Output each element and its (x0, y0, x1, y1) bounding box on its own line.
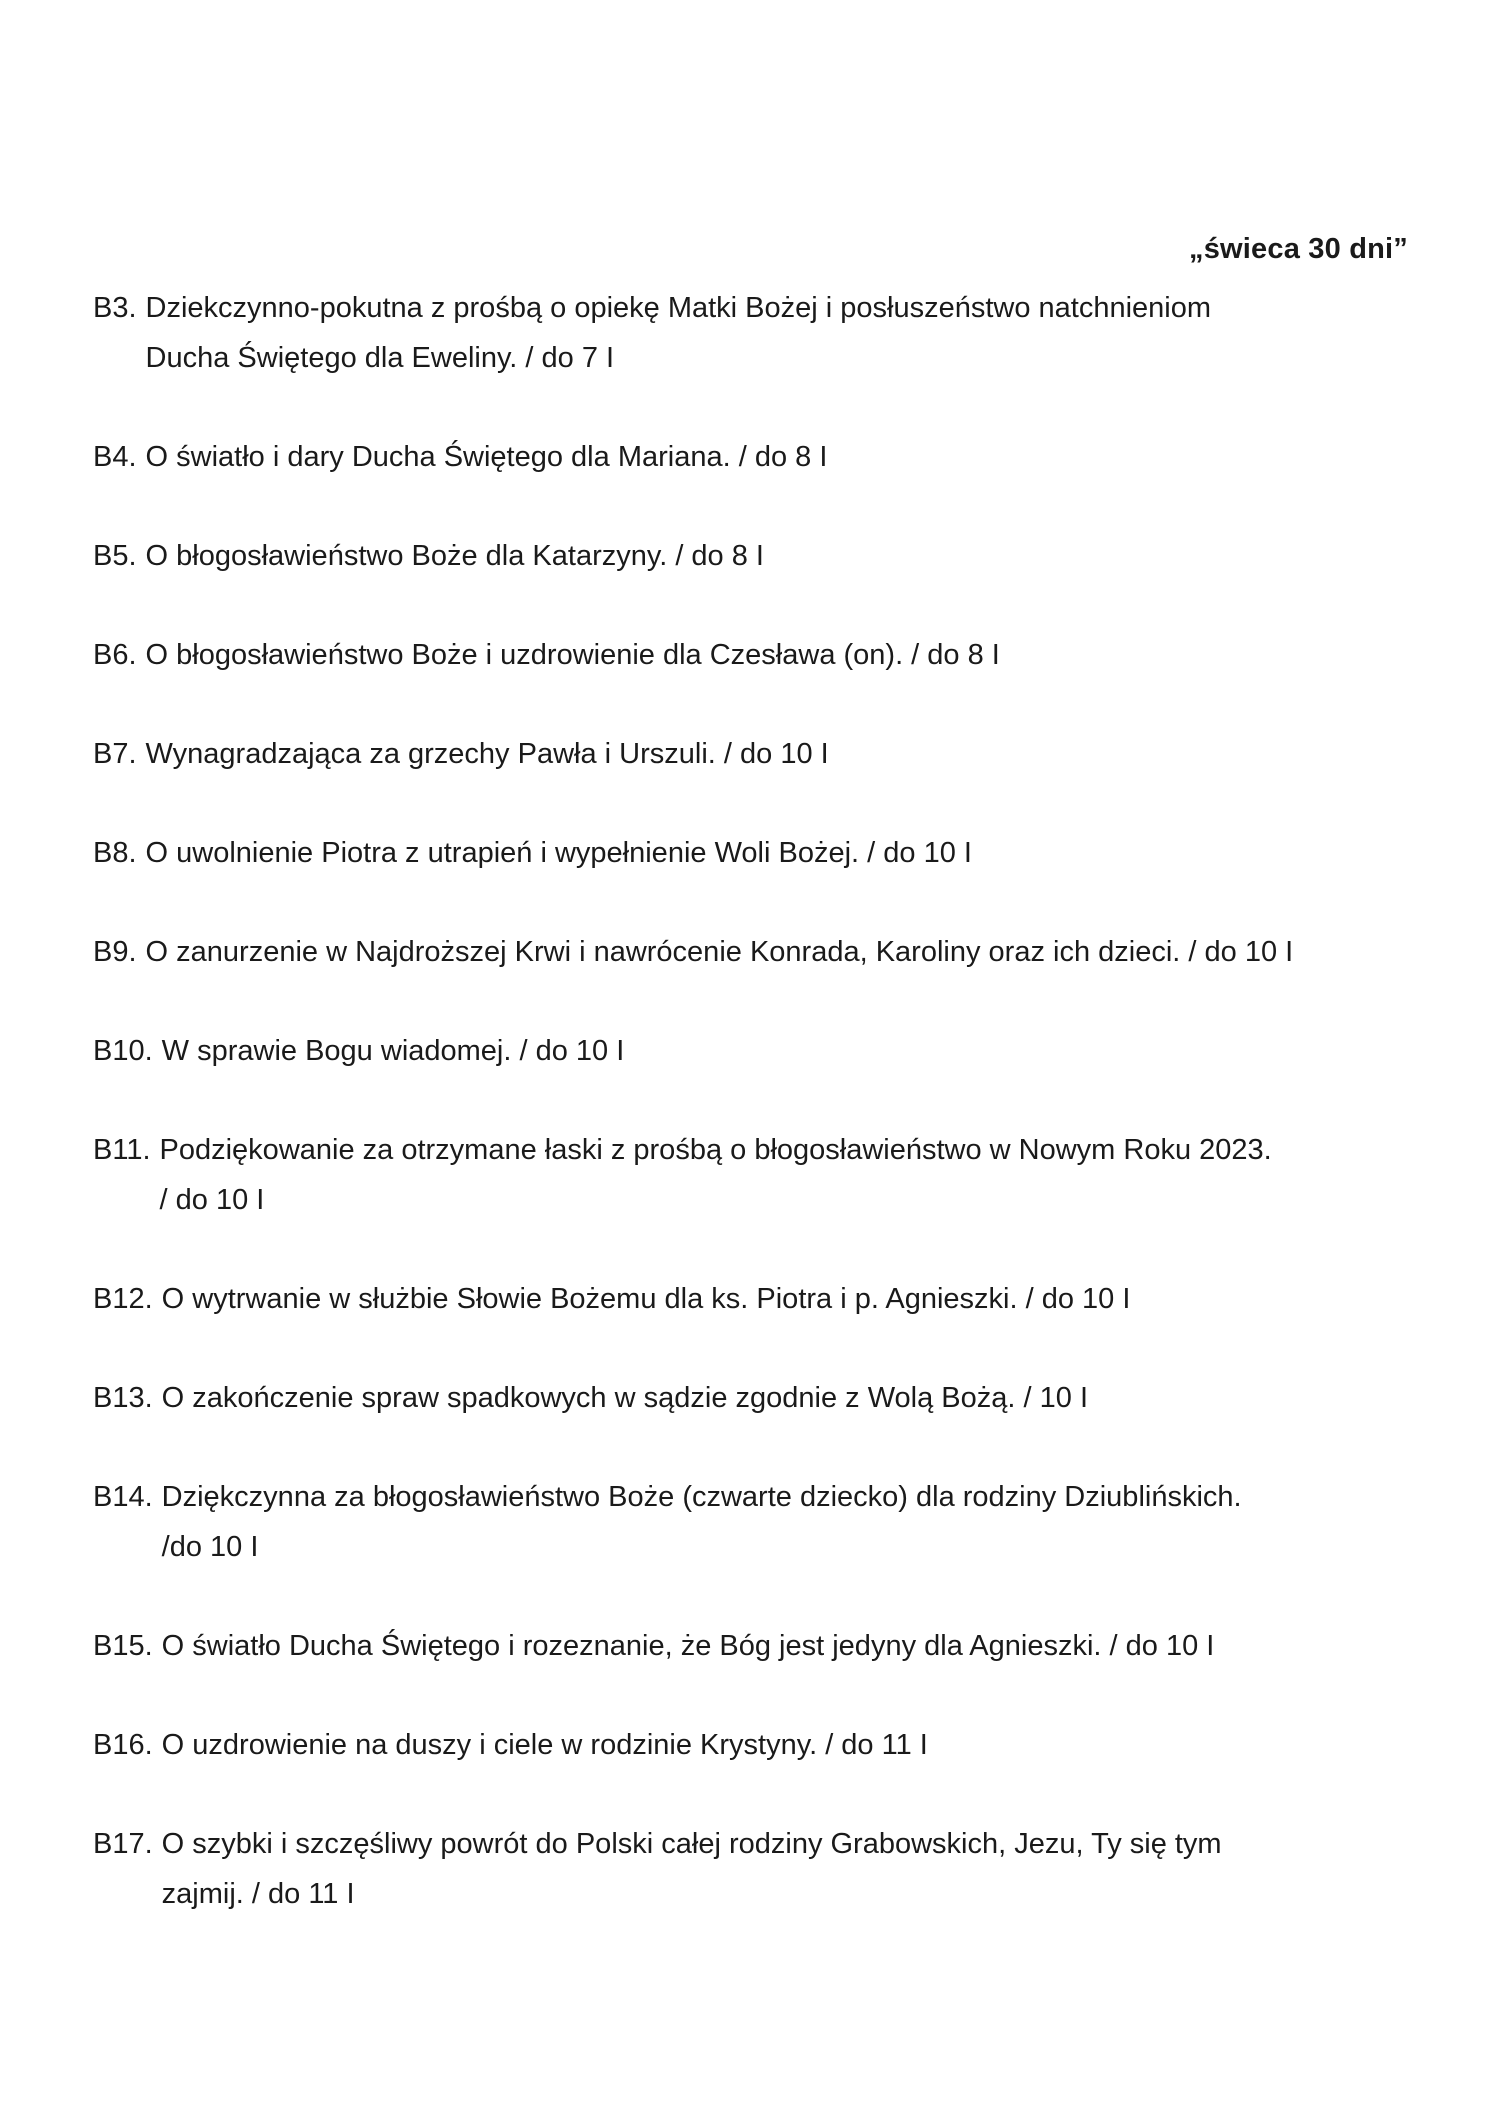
item-text: O błogosławieństwo Boże i uzdrowienie dla Czesława (on). / do 8 I (145, 639, 1000, 671)
list-item (93, 1125, 1433, 1225)
item-text-line: / do 10 I (159, 1184, 265, 1216)
list-item (93, 1274, 1433, 1324)
list-item (93, 1819, 1433, 1919)
list-item (93, 1720, 1433, 1770)
item-text (160, 1125, 1433, 1225)
item-text: O światło i dary Ducha Świętego dla Mariana. / do 8 I (145, 441, 828, 473)
item-number: B5. (93, 540, 137, 572)
item-text-line: Podziękowanie za otrzymane łaski z prośbą o błogosławieństwo w Nowym Roku 2023. (159, 1134, 1272, 1166)
item-number: B4. (93, 441, 137, 473)
document-title: „świeca 30 dni” (1189, 233, 1408, 265)
item-number: B8. (93, 837, 137, 869)
list-item (93, 927, 1433, 977)
list-item (93, 630, 1433, 680)
list-item (93, 1373, 1433, 1423)
item-text: O uwolnienie Piotra z utrapień i wypełnienie Woli Bożej. / do 10 I (145, 837, 972, 869)
list-item (93, 729, 1433, 779)
item-text: O zakończenie spraw spadkowych w sądzie zgodnie z Wolą Bożą. / 10 I (161, 1382, 1089, 1414)
item-text: O wytrwanie w służbie Słowie Bożemu dla ks. Piotra i p. Agnieszki. / do 10 I (161, 1283, 1131, 1315)
list-item (93, 828, 1433, 878)
item-text (162, 1819, 1433, 1919)
item-number: B6. (93, 639, 137, 671)
item-number: B7. (93, 738, 137, 770)
list-item (93, 1026, 1433, 1076)
item-number: B9. (93, 936, 137, 968)
item-text: Wynagradzająca za grzechy Pawła i Urszuli. / do 10 I (145, 738, 829, 770)
list-item (93, 1472, 1433, 1572)
item-text: O błogosławieństwo Boże dla Katarzyny. / do 8 I (145, 540, 764, 572)
item-text-line: Dziekczynno-pokutna z prośbą o opiekę Matki Bożej i posłuszeństwo natchnieniom (145, 292, 1212, 324)
item-number: B14. (93, 1481, 153, 1513)
item-number: B10. (93, 1035, 153, 1067)
item-number: B12. (93, 1283, 153, 1315)
item-text: O światło Ducha Świętego i rozeznanie, że Bóg jest jedyny dla Agnieszki. / do 10 I (161, 1630, 1215, 1662)
item-text-line: Dziękczynna za błogosławieństwo Boże (czwarte dziecko) dla rodziny Dziublińskich. (161, 1481, 1242, 1513)
item-number: B13. (93, 1382, 153, 1414)
list-item (93, 531, 1433, 581)
item-number: B17. (93, 1828, 153, 1860)
item-text-line: Ducha Świętego dla Eweliny. / do 7 I (145, 342, 615, 374)
item-number: B16. (93, 1729, 153, 1761)
list-item (93, 1621, 1433, 1671)
item-text (162, 1472, 1433, 1572)
item-number: B3. (93, 292, 137, 324)
item-text: O zanurzenie w Najdroższej Krwi i nawrócenie Konrada, Karoliny oraz ich dzieci. / do 10 I (145, 936, 1294, 968)
item-text (146, 283, 1433, 383)
item-text: W sprawie Bogu wiadomej. / do 10 I (161, 1035, 625, 1067)
item-number: B15. (93, 1630, 153, 1662)
item-text: O uzdrowienie na duszy i ciele w rodzinie Krystyny. / do 11 I (161, 1729, 928, 1761)
item-number: B11. (93, 1134, 151, 1166)
intentions-list (93, 283, 1433, 1919)
item-text-line: O szybki i szczęśliwy powrót do Polski całej rodziny Grabowskich, Jezu, Ty się tym (161, 1828, 1222, 1860)
item-text-line: /do 10 I (161, 1531, 259, 1563)
list-item (93, 432, 1433, 482)
item-text-line: zajmij. / do 11 I (161, 1878, 355, 1910)
list-item (93, 283, 1433, 383)
